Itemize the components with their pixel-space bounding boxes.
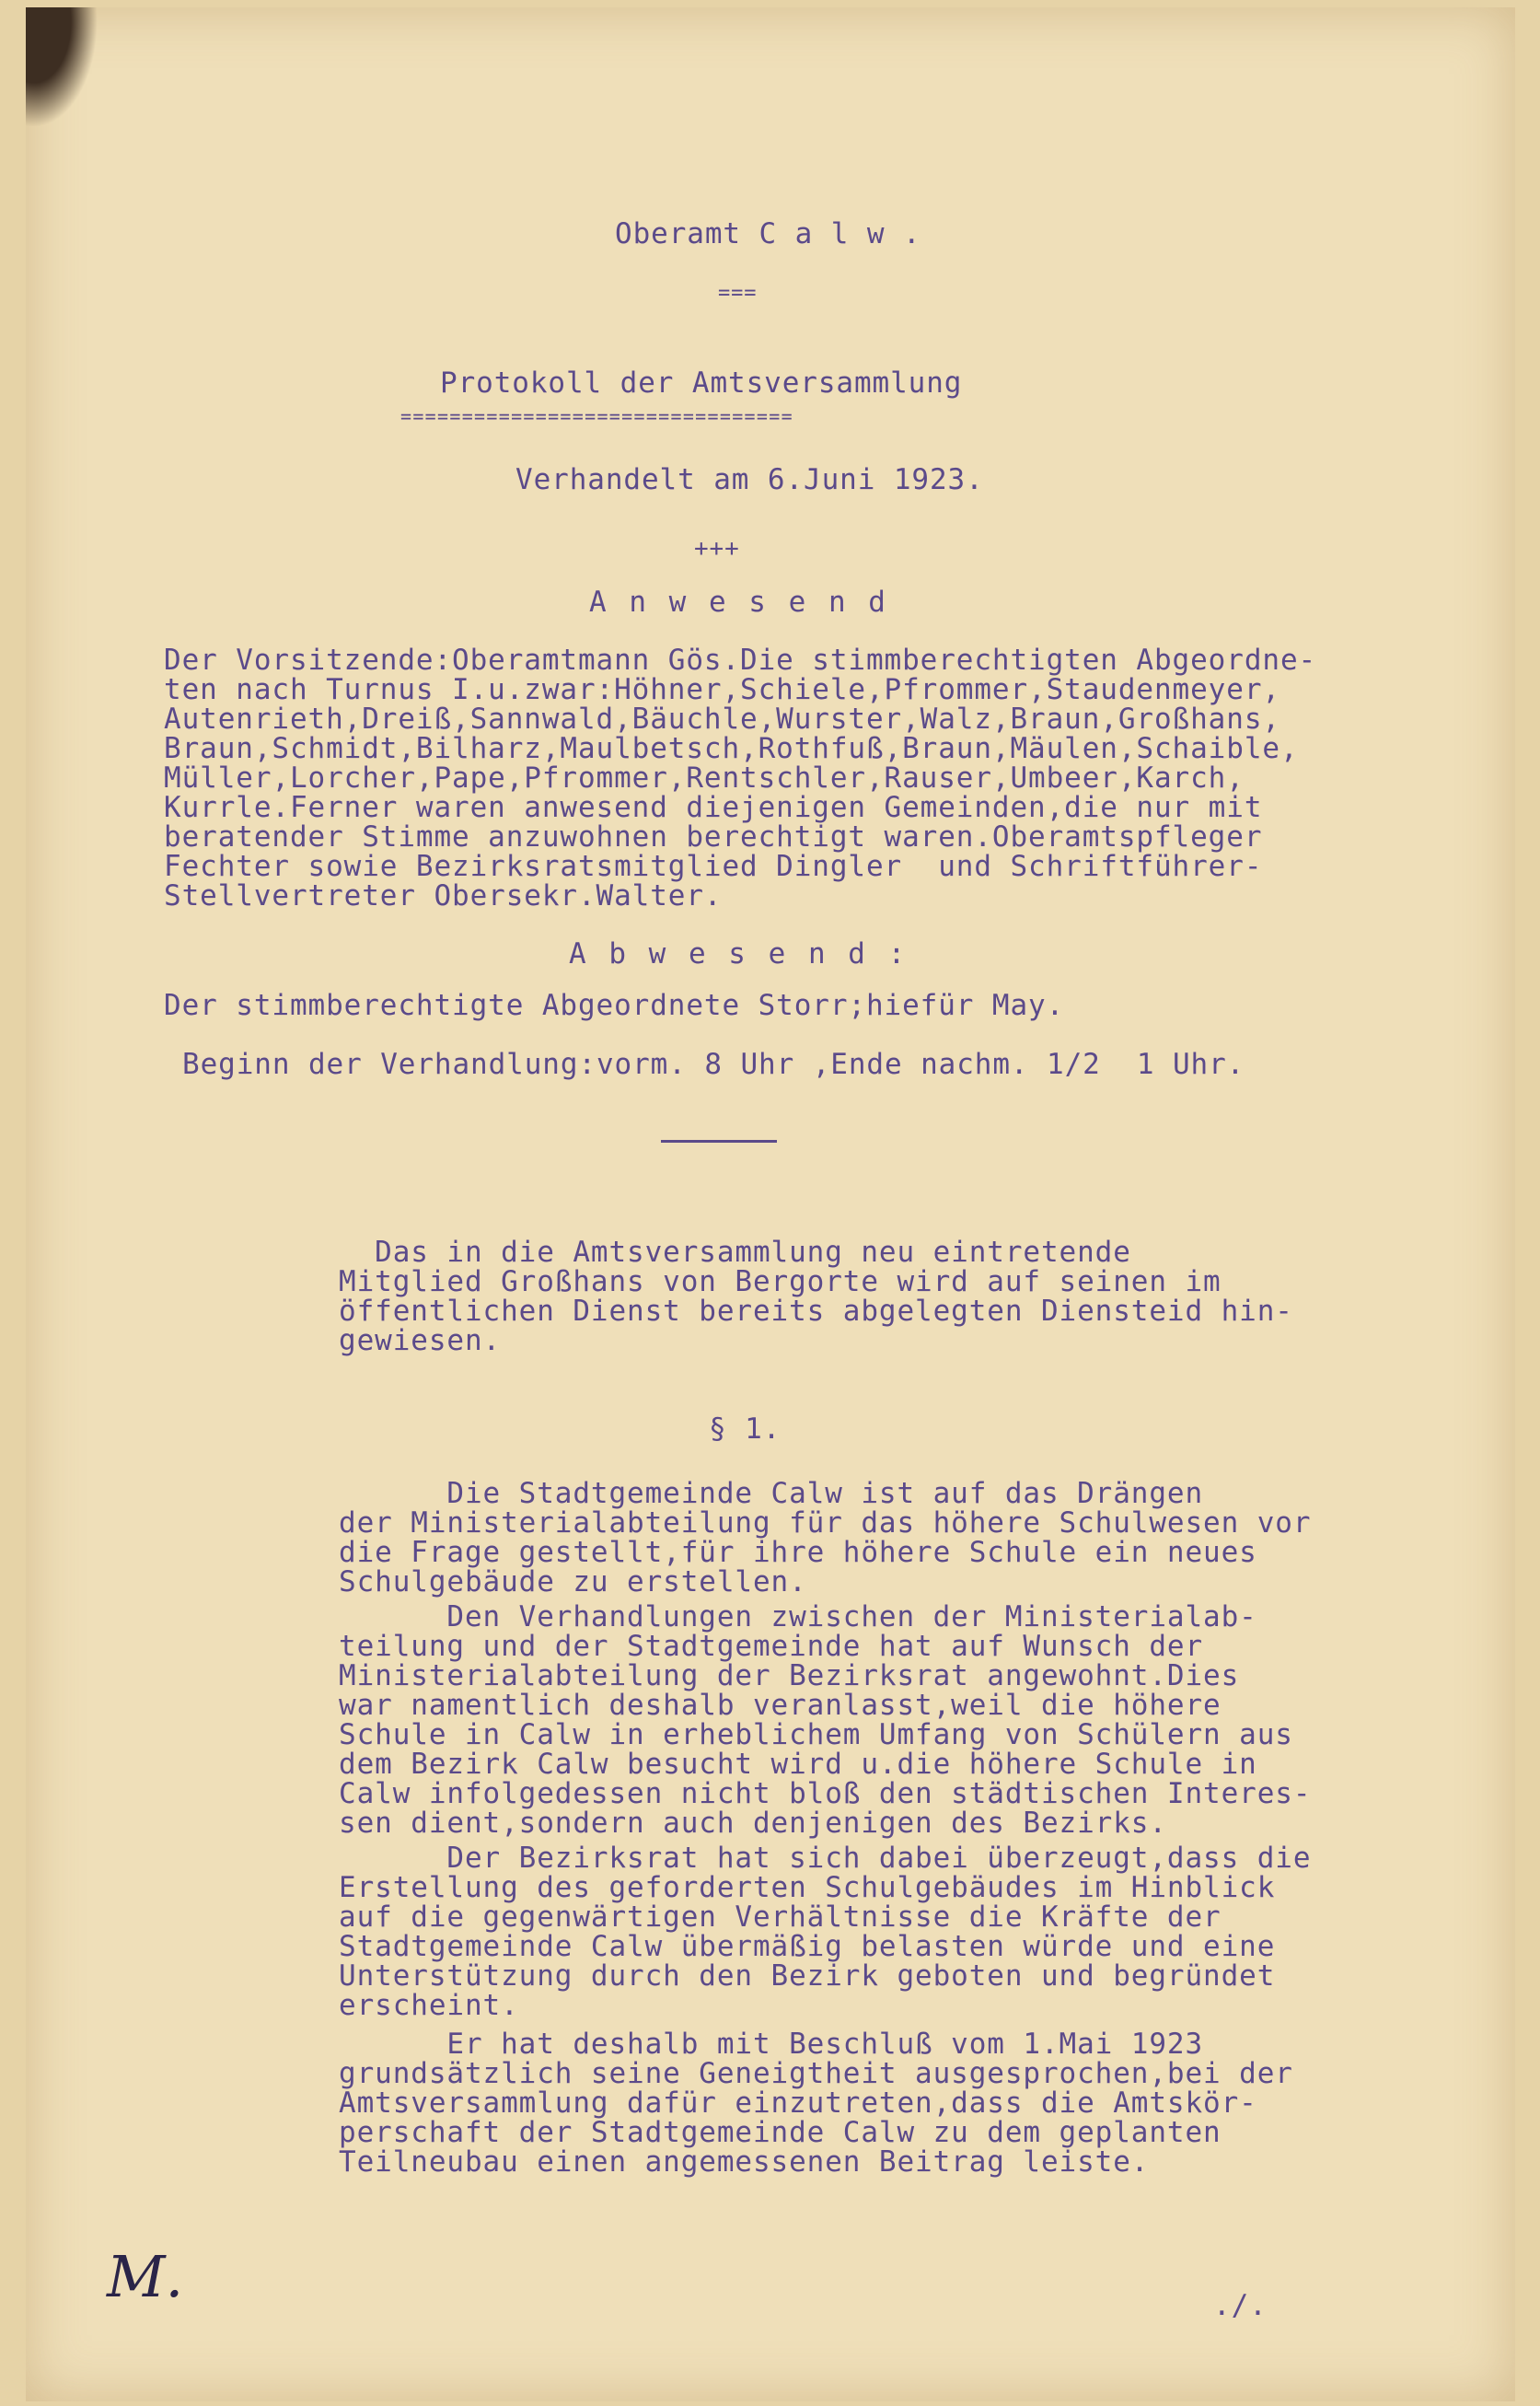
section-line: dem Bezirk Calw besucht wird u.die höhere Schule in — [339, 1748, 1257, 1781]
section-line: Schule in Calw in erheblichem Umfang von Schülern aus — [339, 1718, 1293, 1751]
office-heading: Oberamt C a l w . — [615, 217, 921, 250]
protocol-title: Protokoll der Amtsversammlung — [440, 366, 963, 400]
section-line: Unterstützung durch den Bezirk geboten und begründet — [339, 1959, 1276, 1993]
section-line: Erstellung des geforderten Schulgebäudes im Hinblick — [339, 1871, 1276, 1904]
section-line: die Frage gestellt,für ihre höhere Schule ein neues — [339, 1536, 1257, 1569]
present-line: ten nach Turnus I.u.zwar:Höhner,Schiele,Pfrommer,Staudenmeyer, — [164, 673, 1280, 706]
present-line: Braun,Schmidt,Bilharz,Maulbetsch,Rothfuß,Braun,Mäulen,Schaible, — [164, 732, 1299, 765]
section-line: Den Verhandlungen zwischen der Ministerialab- — [339, 1600, 1257, 1633]
present-line: Fechter sowie Bezirksratsmitglied Dingler und Schriftführer- — [164, 850, 1263, 883]
section-line: sen dient,sondern auch denjenigen des Bezirks. — [339, 1807, 1167, 1840]
section-line: grundsätzlich seine Geneigtheit ausgesprochen,bei der — [339, 2057, 1293, 2090]
section-line: auf die gegenwärtigen Verhältnisse die Kräfte der — [339, 1900, 1222, 1934]
title-underline: ================================ — [400, 405, 793, 427]
absent-line: Der stimmberechtigte Abgeordnete Storr;hiefür May. — [164, 989, 1065, 1022]
section-line: erscheint. — [339, 1989, 519, 2022]
section-divider — [661, 1140, 777, 1143]
section-heading: § 1. — [709, 1412, 782, 1446]
section-line: Die Stadtgemeinde Calw ist auf das Drängen — [339, 1477, 1204, 1510]
section-line: Stadtgemeinde Calw übermäßig belasten würde und eine — [339, 1930, 1276, 1963]
present-heading: A n w e s e n d — [589, 586, 888, 619]
oath-line: öffentlichen Dienst bereits abgelegten Diensteid hin- — [339, 1295, 1293, 1328]
present-line: Müller,Lorcher,Pape,Pfrommer,Rentschler,Rauser,Umbeer,Karch, — [164, 761, 1245, 795]
absent-heading: A b w e s e n d : — [569, 937, 909, 971]
section-line: Schulgebäude zu erstellen. — [339, 1565, 807, 1598]
section-line: Amtsversammlung dafür einzutreten,dass die Amtskör- — [339, 2086, 1257, 2120]
separator-2: +++ — [694, 535, 740, 563]
section-line: Er hat deshalb mit Beschluß vom 1.Mai 1923 — [339, 2028, 1204, 2061]
section-line: perschaft der Stadtgemeinde Calw zu dem geplanten — [339, 2116, 1222, 2149]
present-line: Stellvertreter Obersekr.Walter. — [164, 879, 723, 912]
section-line: der Ministerialabteilung für das höhere Schulwesen vor — [339, 1506, 1312, 1540]
section-line: war namentlich deshalb veranlasst,weil die höhere — [339, 1689, 1222, 1722]
oath-line: Mitglied Großhans von Bergorte wird auf seinen im — [339, 1265, 1222, 1298]
section-line: Der Bezirksrat hat sich dabei überzeugt,dass die — [339, 1842, 1312, 1875]
section-line: Ministerialabteilung der Bezirksrat angewohnt.Dies — [339, 1659, 1240, 1692]
oath-line: gewiesen. — [339, 1324, 502, 1357]
separator-1: === — [718, 282, 758, 305]
present-line: Autenrieth,Dreiß,Sannwald,Bäuchle,Wurster,Walz,Braun,Großhans, — [164, 703, 1280, 736]
present-line: Kurrle.Ferner waren anwesend diejenigen Gemeinden,die nur mit — [164, 791, 1263, 824]
present-line: beratender Stimme anzuwohnen berechtigt waren.Oberamtspfleger — [164, 820, 1263, 854]
document-page — [26, 7, 1515, 2401]
continuation-mark: ./. — [1213, 2289, 1268, 2322]
section-line: Teilneubau einen angemessenen Beitrag leiste. — [339, 2145, 1150, 2179]
section-line: teilung und der Stadtgemeinde hat auf Wunsch der — [339, 1630, 1204, 1663]
handwritten-initials: M. — [107, 2243, 184, 2310]
present-line: Der Vorsitzende:Oberamtmann Gös.Die stimmberechtigten Abgeordne- — [164, 644, 1317, 677]
meeting-times: Beginn der Verhandlung:vorm. 8 Uhr ,Ende nachm. 1/2 1 Uhr. — [182, 1048, 1245, 1081]
section-line: Calw infolgedessen nicht bloß den städtischen Interes- — [339, 1777, 1312, 1810]
oath-line: Das in die Amtsversammlung neu eintretende — [339, 1236, 1131, 1269]
meeting-date: Verhandelt am 6.Juni 1923. — [515, 463, 984, 496]
